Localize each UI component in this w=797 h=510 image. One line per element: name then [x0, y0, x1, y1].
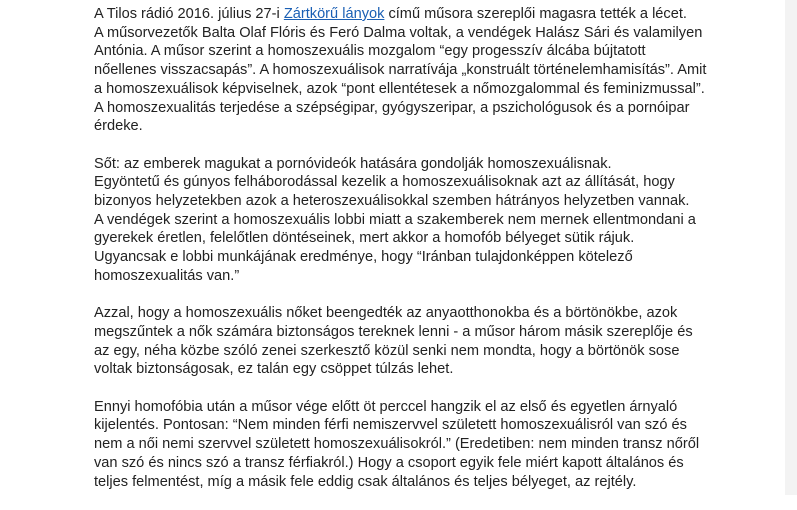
- text-line: az egy, néha közbe szóló zenei szerkesztő közül senki nem mondta, hogy a börtönök sose: [94, 342, 680, 359]
- text-line: bizonyos helyzetekben azok a heteroszexuálisokkal szemben hátrányos helyzetben vannak.: [94, 193, 690, 210]
- text-line: A műsorvezetők Balta Olaf Flóris és Feró Dalma voltak, a vendégek Halász Sári és valamilyen: [94, 24, 703, 41]
- text-line: érdeke.: [94, 118, 143, 135]
- text-line: Antónia. A műsor szerint a homoszexuális mozgalom “egy progesszív álcába bújtatott: [94, 43, 646, 60]
- text-line: Egyöntetű és gúnyos felháborodással kezelik a homoszexuálisoknak azt az állítását, hogy: [94, 174, 675, 191]
- paragraph-1: [94, 5, 784, 136]
- text-line: megszűntek a nők számára biztonságos tereknek lenni - a műsor három másik szereplője és: [94, 323, 693, 340]
- text-line: A homoszexualitás terjedése a szépségipar, gyógyszeripar, a pszichológusok és a pornóipar: [94, 99, 690, 116]
- text-line: nem a női nemi szervvel született homoszexuálisokról.” (Eredetiben: nem minden transz nőről: [94, 436, 700, 453]
- text-line: A vendégek szerint a homoszexuális lobbi miatt a szakemberek nem mernek ellentmondani a: [94, 211, 696, 228]
- paragraph-4: [94, 398, 784, 492]
- text-line: Ugyancsak e lobbi munkájának eredménye, hogy “Iránban tulajdonképpen kötelező: [94, 249, 633, 266]
- text-line: gyerekek éretlen, felelőtlen döntéseinek, mert akkor a homofób bélyeget sütik rájuk.: [94, 230, 635, 247]
- text-line: voltak biztonságosak, ez talán egy csöppet túlzás lehet.: [94, 361, 454, 378]
- text-line: nőellenes visszacsapás”. A homoszexuálisok narratívája „konstruált történelemhamisítás”. Amit: [94, 62, 707, 79]
- text-line: [94, 5, 784, 24]
- text-line: homoszexualitás van.”: [94, 267, 240, 284]
- paragraph-3: [94, 304, 784, 379]
- paragraph-2: [94, 155, 784, 286]
- zartkoru-lanyok-link[interactable]: Zártkörű lányok: [283, 6, 385, 22]
- text-line: Azzal, hogy a homoszexuális nőket beengedték az anyaotthonokba és a börtönökbe, azok: [94, 305, 678, 322]
- text-line: Sőt: az emberek magukat a pornóvideók hatására gondolják homoszexuálisnak.: [94, 155, 612, 172]
- text-segment: című műsora szereplői magasra tették a lécet.: [384, 6, 687, 22]
- page-scrollbar[interactable]: [785, 0, 797, 495]
- text-line: Ennyi homofóbia után a műsor vége előtt öt perccel hangzik el az első és egyetlen árnyaló: [94, 398, 678, 415]
- text-line: teljes felmentést, míg a másik fele eddig csak általános és teljes bélyeget, az rejtély.: [94, 473, 637, 490]
- text-line: van szó és nincs szó a transz férfiakról.) Hogy a csoport egyik fele miért kapott általános és: [94, 454, 684, 471]
- text-line: kijelentés. Pontosan: “Nem minden férfi nemiszervvel született homoszexuálisról van szó és: [94, 417, 687, 434]
- text-line: a homoszexuálisok képviselnek, azok “pont ellentétesek a nőmozgalommal és feminizmussal”.: [94, 80, 705, 97]
- article-body: [94, 5, 784, 510]
- text-segment: A Tilos rádió 2016. július 27-i: [94, 6, 284, 22]
